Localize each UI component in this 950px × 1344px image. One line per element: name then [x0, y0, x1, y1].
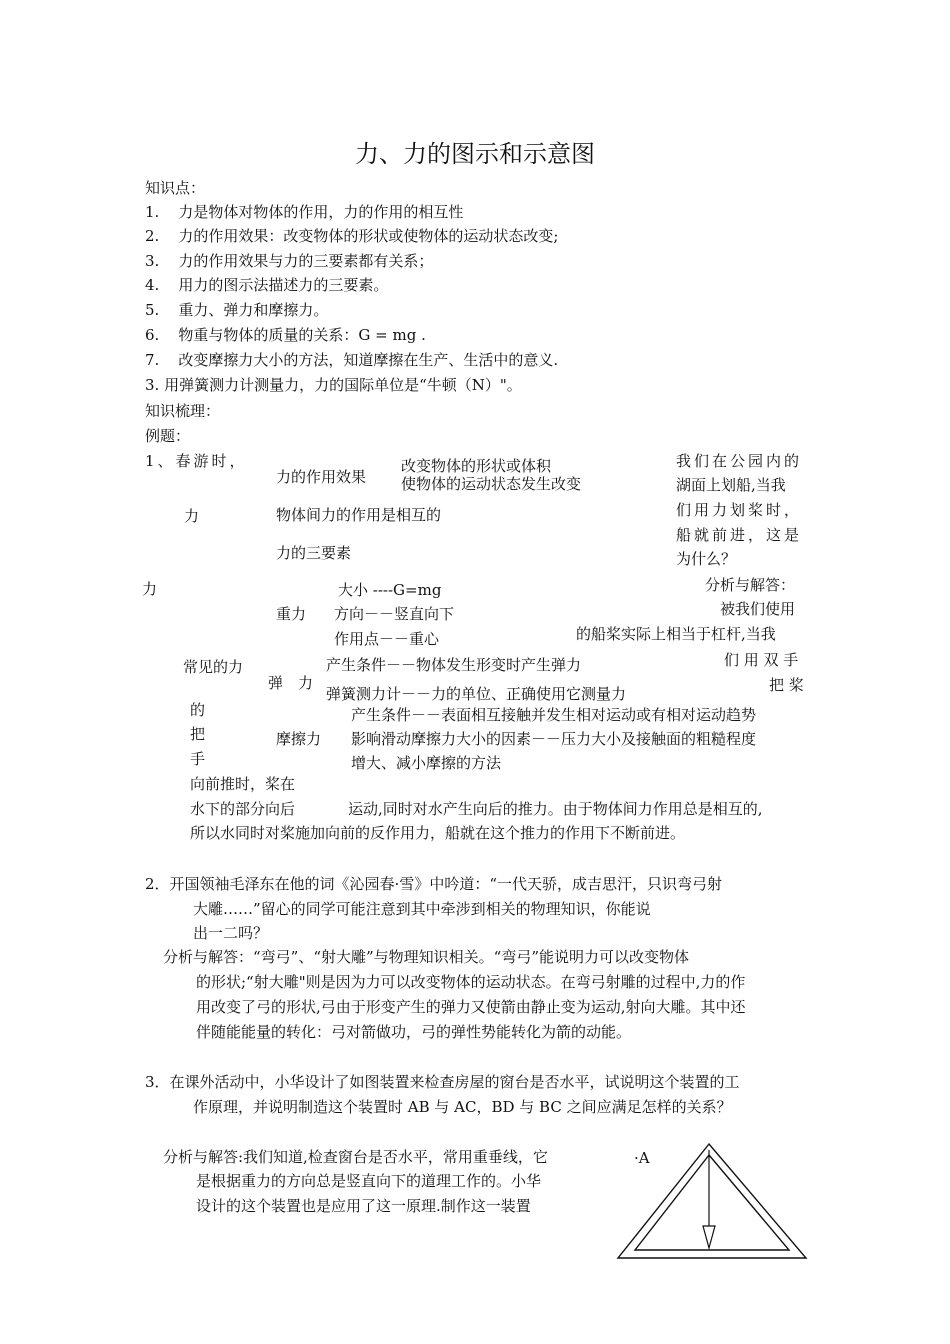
knowledge-point: 2. 力的作用效果：改变物体的形状或使物体的运动状态改变; [145, 227, 559, 245]
q1-right-line: 船就前进，这是 [676, 526, 803, 544]
friction-condition: 产生条件－－表面相互接触并发生相对运动或有相对运动趋势 [351, 706, 757, 724]
gravity-point: 作用点－－重心 [334, 630, 440, 648]
friction-method: 增大、减小摩擦的方法 [351, 754, 502, 772]
gravity-direction: 方向－－竖直向下 [334, 605, 455, 623]
q1-right-line: 湖面上划船,当我 [676, 476, 786, 494]
q1-left-line: 手 [190, 750, 206, 768]
q3-answer-line: 分析与解答:我们知道,检查窗台是否水平，常用重垂线，它 [163, 1148, 548, 1166]
q1-left-line: 水下的部分向后 [190, 800, 296, 818]
sorting-heading: 知识梳理： [145, 402, 221, 420]
q1-start: 1、春游时， [145, 452, 248, 470]
q1-left-line: 的 [190, 701, 206, 719]
q3-question-line: 3．在课外活动中，小华设计了如图装置来检查房屋的窗台是否水平，试说明这个装置的工 [145, 1073, 740, 1091]
q3-answer-line: 设计的这个装置也是应用了这一原理.制作这一装置 [196, 1197, 531, 1215]
q2-question-line: 出一二吗？ [193, 924, 269, 942]
q2-answer-line: 用改变了弓的形状,弓由于形变产生的弹力又使箭由静止变为运动,射向大雕。其中还 [196, 998, 746, 1016]
elastic-meter: 弹簧测力计－－力的单位、正确使用它测量力 [326, 685, 627, 703]
tree-effect: 力的作用效果 [276, 468, 367, 486]
q1-answer-line: 们 用 双 手 [724, 651, 799, 669]
tree-mid: 力 [184, 507, 200, 525]
q3-question-line: 作原理，并说明制造这个装置时 AB 与 AC，BD 与 BC 之间应满足怎样的关系？ [193, 1098, 732, 1116]
knowledge-point: 3. 用弹簧测力计测量力，力的国际单位是“牛顿（N）"。 [145, 376, 522, 394]
q2-question-line: 大雕……”留心的同学可能注意到其中牵涉到相关的物理知识，你能说 [193, 900, 651, 918]
tree-root: 力 [142, 580, 158, 598]
knowledge-heading: 知识点： [145, 179, 206, 197]
q1-analysis-label: 分析与解答： [705, 576, 796, 594]
q2-question-line: 2．开国领袖毛泽东在他的词《沁园春·雪》中吟道：“一代天骄，成吉思汗，只识弯弓射 [145, 875, 722, 893]
friction-factor: 影响滑动摩擦力大小的因素－－压力大小及接触面的粗糙程度 [351, 730, 757, 748]
plumb-bob [703, 1226, 715, 1248]
tree-elastic: 弹 力 [268, 674, 314, 692]
q2-answer-line: 分析与解答：“弯弓”、“射大雕”与物理知识相关。“弯弓”能说明力可以改变物体 [163, 948, 690, 966]
q1-answer-line: 把 桨 [769, 676, 804, 694]
tree-friction: 摩擦力 [276, 730, 322, 748]
knowledge-point: 4. 用力的图示法描述力的三要素。 [145, 276, 389, 294]
elastic-condition: 产生条件－－物体发生形变时产生弹力 [326, 656, 582, 674]
tree-effect-a: 改变物体的形状或体积 [401, 457, 552, 475]
knowledge-point: 3. 力的作用效果与力的三要素都有关系； [145, 252, 434, 270]
tree-three: 力的三要素 [276, 544, 352, 562]
tree-gravity: 重力 [276, 605, 307, 623]
page-title: 力、力的图示和示意图 [355, 140, 595, 168]
tree-common: 常见的力 [183, 658, 244, 676]
gravity-size: 大小 ----G=mg [338, 581, 442, 599]
tree-effect-b: 使物体的运动状态发生改变 [401, 475, 582, 493]
examples-heading: 例题： [145, 427, 191, 445]
tree-mutual: 物体间力的作用是相互的 [276, 506, 442, 524]
q2-answer-line: 的形状;“射大雕"则是因为力可以改变物体的运动状态。在弯弓射雕的过程中,力的作 [196, 973, 746, 991]
knowledge-point: 7. 改变摩擦力大小的方法，知道摩擦在生产、生活中的意义. [145, 351, 559, 369]
q3-answer-line: 是根据重力的方向总是竖直向下的道理工作的。小华 [196, 1172, 542, 1190]
q1-tail-line: 所以水同时对桨施加向前的反作用力，船就在这个推力的作用下不断前进。 [190, 824, 686, 842]
q1-answer-line: 被我们使用 [720, 600, 796, 618]
q1-left-line: 向前推时，桨在 [190, 775, 296, 793]
knowledge-point: 1. 力是物体对物体的作用，力的作用的相互性 [145, 203, 464, 221]
q1-right-line: 们用力划桨时， [676, 501, 803, 519]
q1-answer-line: 的船桨实际上相当于杠杆,当我 [576, 625, 776, 643]
outer-triangle [618, 1144, 806, 1258]
q1-right-line: 为什么？ [676, 550, 737, 568]
q1-tail-line: 运动,同时对水产生向后的推力。由于物体间力作用总是相互的, [348, 800, 763, 818]
knowledge-point: 5. 重力、弹力和摩擦力。 [145, 301, 329, 319]
label-a: ·A [634, 1149, 650, 1167]
q1-left-line: 把 [190, 725, 206, 743]
q2-answer-line: 伴随能能量的转化：弓对箭做功，弓的弹性势能转化为箭的动能。 [196, 1023, 632, 1041]
q1-right-line: 我们在公园内的 [676, 452, 803, 470]
knowledge-point: 6. 物重与物体的质量的关系：G = mg . [145, 326, 426, 344]
plumb-triangle-diagram [612, 1140, 812, 1265]
